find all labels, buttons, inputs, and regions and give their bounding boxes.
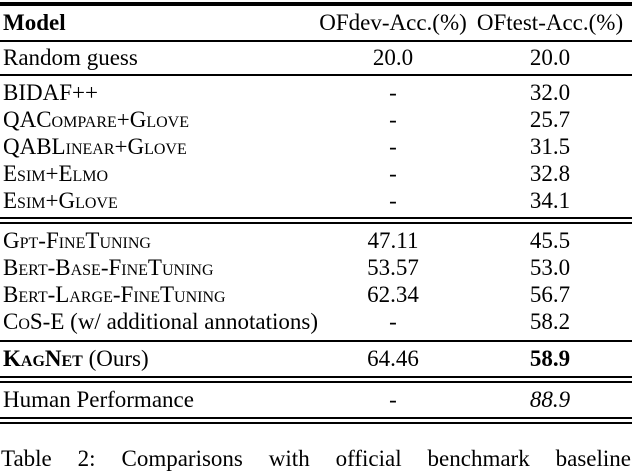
- table-header-row: [0, 6, 632, 40]
- test-acc-value: 58.9: [529, 346, 571, 371]
- model-name: QACompare+Glove: [3, 106, 190, 132]
- model-name: QABLinear+Glove: [3, 133, 187, 159]
- dev-acc-value: 62.34: [367, 281, 419, 307]
- model-name-note: (Ours): [82, 346, 149, 371]
- table-row: [0, 227, 632, 254]
- dev-acc-value: -: [389, 133, 397, 159]
- model-name-note: (w/ additional annotations): [64, 308, 318, 334]
- table-row: [0, 133, 632, 160]
- dev-acc-value: 20.0: [372, 45, 414, 70]
- model-name: BIDAF++: [3, 79, 98, 105]
- column-header-dev-acc: OFdev-Acc.(%): [319, 10, 467, 35]
- table-row: [0, 254, 632, 281]
- model-name: Random guess: [3, 45, 138, 70]
- model-name: Esim+Elmo: [3, 160, 109, 186]
- dev-acc-value: 53.57: [367, 254, 419, 280]
- table-row: [0, 383, 632, 417]
- dev-acc-value: 47.11: [367, 227, 419, 253]
- column-header-model: Model: [3, 10, 66, 35]
- finetuning-group: [0, 224, 632, 340]
- table-row: [0, 106, 632, 133]
- dev-acc-value: -: [389, 106, 397, 132]
- paper-table-figure: [0, 2, 632, 471]
- table-row: [0, 79, 632, 106]
- table-row: [0, 160, 632, 187]
- test-acc-value: 25.7: [529, 106, 571, 132]
- dev-acc-value: -: [389, 160, 397, 186]
- column-header-test-acc: OFtest-Acc.(%): [476, 10, 624, 35]
- dev-acc-value: -: [389, 79, 397, 105]
- model-name-smallcaps: KagNet: [3, 346, 83, 371]
- table-bottom-double-rule: [0, 417, 632, 424]
- test-acc-value: 56.7: [529, 281, 571, 307]
- test-acc-value: 53.0: [529, 254, 571, 280]
- section-divider-double-rule: [0, 376, 632, 383]
- model-name: Human Performance: [3, 387, 194, 412]
- test-acc-value: 88.9: [529, 387, 571, 412]
- table-caption: Table 2: Comparisons with official benchmark baseline: [1, 446, 631, 471]
- table-row: [0, 281, 632, 308]
- test-acc-value: 32.8: [529, 160, 571, 186]
- table-row: [0, 42, 632, 74]
- test-acc-value: 58.2: [529, 308, 571, 334]
- dev-acc-value: 64.46: [367, 346, 419, 371]
- model-name: [0, 346, 318, 372]
- test-acc-value: 20.0: [529, 45, 571, 70]
- test-acc-value: 32.0: [529, 79, 571, 105]
- table-row: [0, 308, 632, 335]
- model-name: [0, 309, 318, 335]
- dev-acc-value: -: [389, 187, 397, 213]
- model-name: Bert-Large-FineTuning: [3, 281, 226, 307]
- model-name: Esim+Glove: [3, 187, 118, 213]
- model-name: Gpt-FineTuning: [3, 227, 151, 253]
- dev-acc-value: -: [389, 308, 397, 334]
- baselines-group: [0, 76, 632, 217]
- model-name: Bert-Base-FineTuning: [3, 254, 214, 280]
- dev-acc-value: -: [389, 387, 397, 412]
- table-row-ours: [0, 342, 632, 376]
- test-acc-value: 31.5: [529, 133, 571, 159]
- test-acc-value: 34.1: [529, 187, 571, 213]
- model-name-smallcaps: CoS-E: [3, 308, 65, 334]
- section-divider-double-rule: [0, 217, 632, 224]
- test-acc-value: 45.5: [529, 227, 571, 253]
- table-row: [0, 187, 632, 214]
